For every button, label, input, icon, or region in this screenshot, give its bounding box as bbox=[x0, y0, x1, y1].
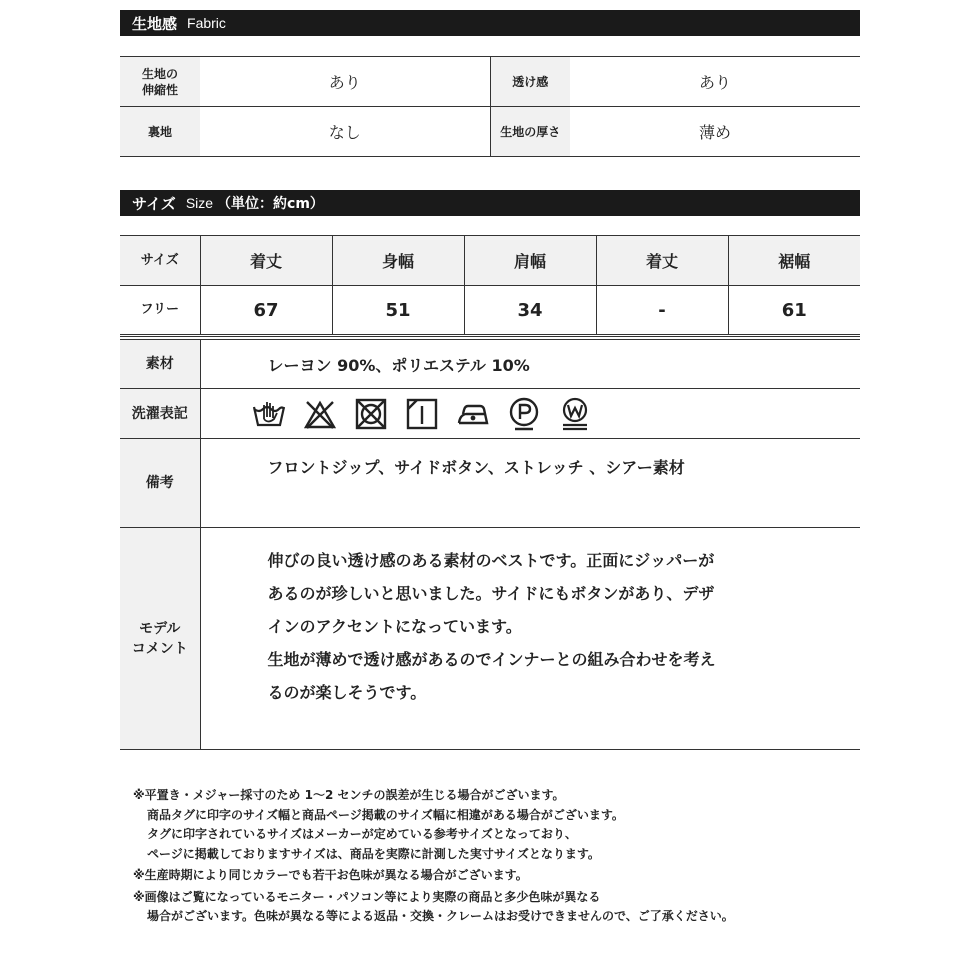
size-section-header bbox=[120, 190, 860, 216]
care-icons bbox=[200, 389, 860, 439]
size-col-header: 着丈 bbox=[596, 236, 728, 286]
size-table bbox=[120, 235, 860, 337]
fabric-label-lining: 裏地 bbox=[120, 107, 200, 157]
iron-low-icon bbox=[456, 397, 490, 431]
table-row bbox=[120, 340, 860, 389]
size-col-header: 裾幅 bbox=[728, 236, 860, 286]
fabric-value-stretch: あり bbox=[328, 73, 361, 92]
comment-line: るのが楽しそうです。 bbox=[267, 683, 427, 702]
table-row bbox=[120, 57, 860, 107]
table-row bbox=[120, 107, 860, 157]
table-row bbox=[120, 389, 860, 439]
table-row bbox=[120, 528, 860, 750]
size-value: - bbox=[596, 286, 728, 336]
model-comment bbox=[200, 528, 860, 750]
comment-label: モデル コメント bbox=[120, 528, 200, 750]
table-row bbox=[120, 286, 860, 336]
size-col-header: 着丈 bbox=[200, 236, 332, 286]
disclaimer-line: タグに印字されているサイズはメーカーが定めている参考サイズとなっており、 bbox=[147, 827, 577, 841]
disclaimer bbox=[133, 786, 863, 927]
fabric-value-sheer: あり bbox=[698, 73, 731, 92]
material-value: レーヨン 90%、ポリエステル 10% bbox=[200, 340, 860, 389]
size-col-header: 肩幅 bbox=[464, 236, 596, 286]
disclaimer-line: 商品タグに印字のサイズ幅と商品ページ掲載のサイズ幅に相違がある場合がございます。 bbox=[147, 807, 624, 822]
size-col-header: 身幅 bbox=[332, 236, 464, 286]
no-tumble-dry-icon bbox=[354, 397, 388, 431]
notes-label: 備考 bbox=[120, 439, 200, 528]
dry-clean-p-icon bbox=[507, 397, 541, 431]
fabric-value-lining: なし bbox=[200, 107, 490, 157]
size-value: 67 bbox=[200, 286, 332, 336]
fabric-label-sheer: 透け感 bbox=[490, 57, 570, 107]
disclaimer-line: ※画像はご覧になっているモニター・パソコン等により実際の商品と多少色味が異なる bbox=[133, 889, 601, 904]
size-heading-unit: （単位：約cm） bbox=[217, 196, 324, 212]
size-heading-en: Size bbox=[185, 195, 214, 211]
comment-line: 伸びの良い透け感のある素材のベストです。正面にジッパーが bbox=[267, 551, 715, 570]
comment-line: 生地が薄めで透け感があるのでインナーとの組み合わせを考え bbox=[267, 650, 716, 669]
disclaimer-line: ※平置き・メジャー採寸のため 1〜2 センチの誤差が生じる場合がございます。 bbox=[133, 788, 565, 802]
table-row bbox=[120, 439, 860, 528]
table-row bbox=[120, 236, 860, 286]
line-dry-shade-icon bbox=[405, 397, 439, 431]
no-bleach-icon bbox=[303, 397, 337, 431]
fabric-value-thickness: 薄め bbox=[570, 107, 860, 157]
size-heading: サイズ bbox=[132, 194, 176, 213]
fabric-table bbox=[120, 56, 860, 157]
size-value: 61 bbox=[728, 286, 860, 336]
care-label: 洗濯表記 bbox=[120, 389, 200, 439]
disclaimer-line: ※生産時期により同じカラーでも若干お色味が異なる場合がございます。 bbox=[133, 868, 528, 882]
disclaimer-line: ページに掲載しておりますサイズは、商品を実際に計測した実寸サイズとなります。 bbox=[147, 846, 600, 861]
disclaimer-line: 場合がございます。色味が異なる等による返品・交換・クレームはお受けできませんので、ご了承ください。 bbox=[147, 909, 734, 923]
size-value: 51 bbox=[332, 286, 464, 336]
size-row-label: フリー bbox=[120, 286, 200, 336]
hand-wash-icon bbox=[252, 397, 286, 431]
size-value: 34 bbox=[464, 286, 596, 336]
fabric-label-stretch: 生地の 伸縮性 bbox=[120, 57, 200, 107]
fabric-section-header bbox=[120, 10, 860, 36]
material-label: 素材 bbox=[120, 340, 200, 389]
comment-line: あるのが珍しいと思いました。サイドにもボタンがあり、デザ bbox=[267, 584, 715, 603]
notes-value: フロントジップ、サイドボタン、ストレッチ 、シアー素材 bbox=[200, 439, 860, 528]
wet-clean-w-icon bbox=[558, 397, 592, 431]
comment-line: インのアクセントになっています。 bbox=[267, 617, 522, 636]
fabric-heading: 生地感 bbox=[132, 14, 178, 33]
fabric-label-thickness: 生地の厚さ bbox=[490, 107, 570, 157]
info-table bbox=[120, 339, 860, 750]
fabric-heading-en: Fabric bbox=[187, 15, 226, 31]
size-header-label: サイズ bbox=[120, 236, 200, 286]
